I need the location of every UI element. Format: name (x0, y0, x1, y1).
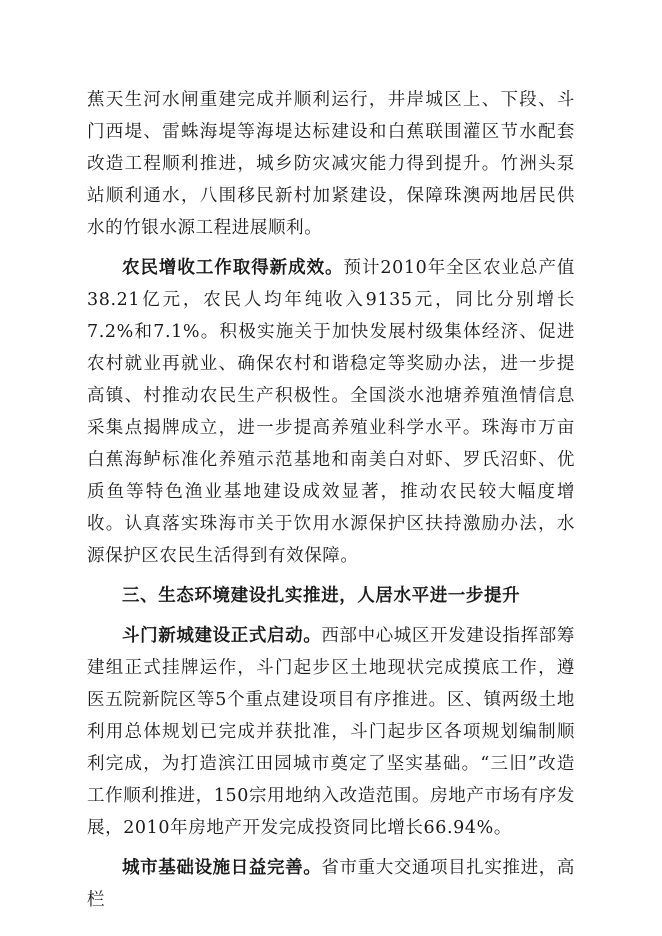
paragraph-doumen-new-city (87, 620, 575, 844)
document-body (87, 84, 575, 916)
paragraph-lead-heading: 城市基础设施日益完善。 (122, 858, 322, 878)
paragraph-text: 预计2010年全区农业总产值38.21亿元，农民人均年纯收入9135元，同比分别增长7.2%和7.1%。积极实施关于加快发展村级集体经济、促进农村就业再就业、确保农村和谐稳定等奖励办法，进一步提高镇、村推动农民生产积极性。全国淡水池塘养殖渔情信息采集点揭牌成立，进一步提高养殖业科学水平。珠海市万亩白蕉海鲈标准化养殖示范基地和南美白对虾、罗氏沼虾、优质鱼等特色渔业基地建设成效显著，推动农民较大幅度增收。认真落实珠海市关于饮用水源保护区扶持激励办法，水源保护区农民生活得到有效保障。 (87, 258, 576, 566)
paragraph-lead-heading: 农民增收工作取得新成效。 (122, 258, 344, 278)
paragraph-lead-heading: 斗门新城建设正式启动。 (122, 626, 322, 646)
paragraph-infrastructure (87, 852, 575, 916)
paragraph-water-projects (87, 84, 575, 244)
paragraph-text: 西部中心城区开发建设指挥部筹建组正式挂牌运作，斗门起步区土地现状完成摸底工作，遵医五院新院区等5个重点建设项目有序推进。区、镇两级土地利用总体规划已完成并获批准，斗门起步区各项规划编制顺利完成，为打造滨江田园城市奠定了坚实基础。“三旧”改造工作顺利推进，150宗用地纳入改造范围。房地产市场有序发展，2010年房地产开发完成投资同比增长66.94%。 (87, 626, 575, 838)
section-heading: 三、生态环境建设扎实推进，人居水平进一步提升 (122, 586, 521, 606)
paragraph-farmer-income (87, 252, 575, 572)
paragraph-text: 蕉天生河水闸重建完成并顺利运行，井岸城区上、下段、斗门西堤、雷蛛海堤等海堤达标建设和白蕉联围灌区节水配套改造工程顺利推进，城乡防灾减灾能力得到提升。竹洲头泵站顺利通水，八围移民新村加紧建设，保障珠澳两地居民供水的竹银水源工程进展顺利。 (87, 90, 575, 238)
paragraph-text: 省市重大交通项目扎实推进，高栏 (87, 858, 575, 910)
